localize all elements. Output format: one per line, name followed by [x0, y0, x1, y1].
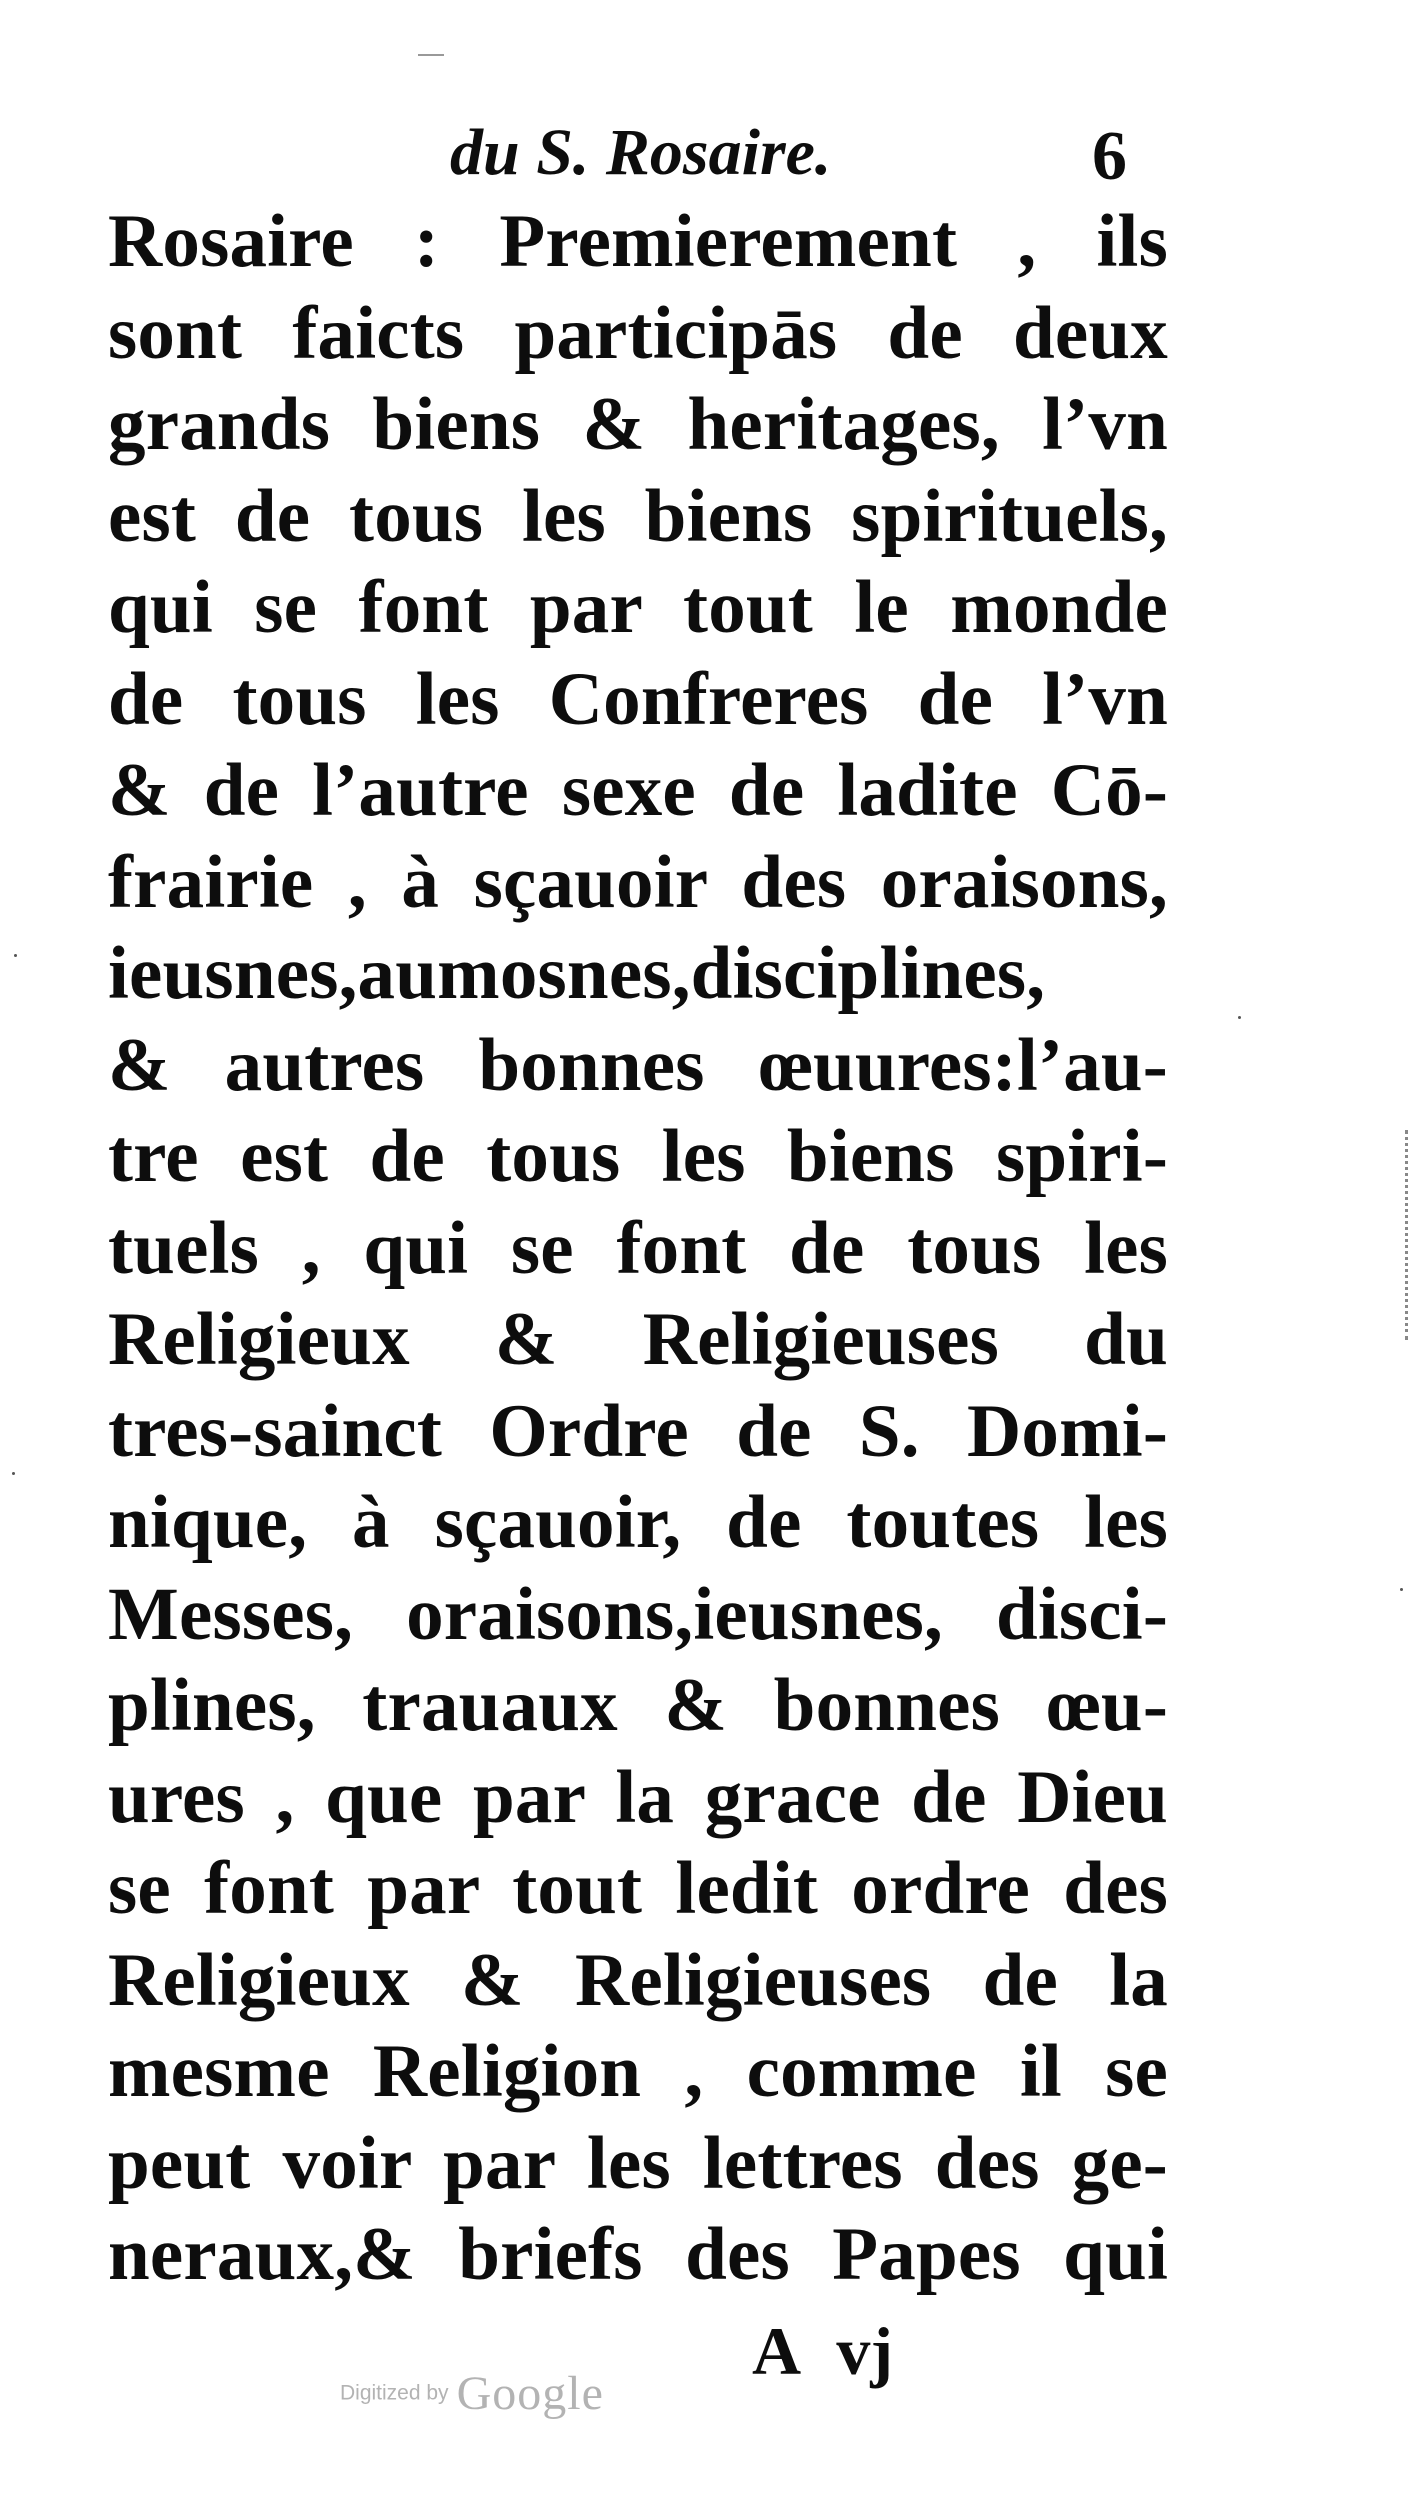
page-edge-shadow: [1405, 1130, 1411, 1340]
ink-speck: [1400, 1588, 1403, 1591]
text-line: Rosaire : Premierement , ils: [108, 200, 1168, 283]
text-line: qui se font par tout le monde: [108, 566, 1168, 649]
ink-speck: [12, 1472, 15, 1475]
text-line: ures , que par la grace de Dieu: [108, 1755, 1168, 1839]
body-text: [108, 196, 1168, 2301]
ink-speck: [1238, 1016, 1241, 1019]
text-line: tuels , qui se font de tous les: [108, 1206, 1168, 1290]
text-line: & de l’autre sexe de ladite Cō-: [108, 749, 1168, 832]
text-line: neraux,& briefs des Papes qui: [108, 2213, 1168, 2296]
top-mark: [418, 54, 444, 56]
text-line: grands biens & heritages, l’vn: [108, 383, 1168, 466]
signature-mark: A vj: [752, 2313, 893, 2389]
digitized-watermark: [340, 2366, 670, 2438]
text-line: Messes, oraisons,ieusnes, disci-: [108, 1572, 1168, 1656]
text-line: ieusnes,aumosnes,disciplines,: [108, 932, 1046, 1015]
text-line: de tous les Confreres de l’vn: [108, 657, 1168, 741]
text-line: peut voir par les lettres des ge-: [108, 2121, 1168, 2205]
text-line: est de tous les biens spirituels,: [108, 474, 1168, 558]
text-line: mesme Religion , comme il se: [108, 2030, 1168, 2113]
text-line: frairie , à sçauoir des oraisons,: [108, 840, 1168, 924]
text-line: Religieux & Religieuses du: [108, 1298, 1168, 1381]
text-line: sont faicts participās de deux: [108, 291, 1168, 375]
text-line: nique, à sçauoir, de toutes les: [108, 1481, 1168, 1564]
ink-speck: [14, 954, 17, 957]
text-line: & autres bonnes œuures:l’au-: [108, 1023, 1168, 1107]
page-number: 6: [1092, 118, 1127, 195]
text-line: tres-sainct Ordre de S. Domi-: [108, 1389, 1168, 1473]
running-head: du S. Rosaire.: [450, 116, 832, 189]
text-line: se font par tout ledit ordre des: [108, 1847, 1168, 1930]
text-line: Religieux & Religieuses de la: [108, 1938, 1168, 2022]
google-logo: Google: [456, 2367, 604, 2420]
text-line: tre est de tous les biens spiri-: [108, 1115, 1168, 1198]
watermark-label: Digitized by: [340, 2381, 449, 2405]
text-line: plines, trauaux & bonnes œu-: [108, 1664, 1168, 1747]
